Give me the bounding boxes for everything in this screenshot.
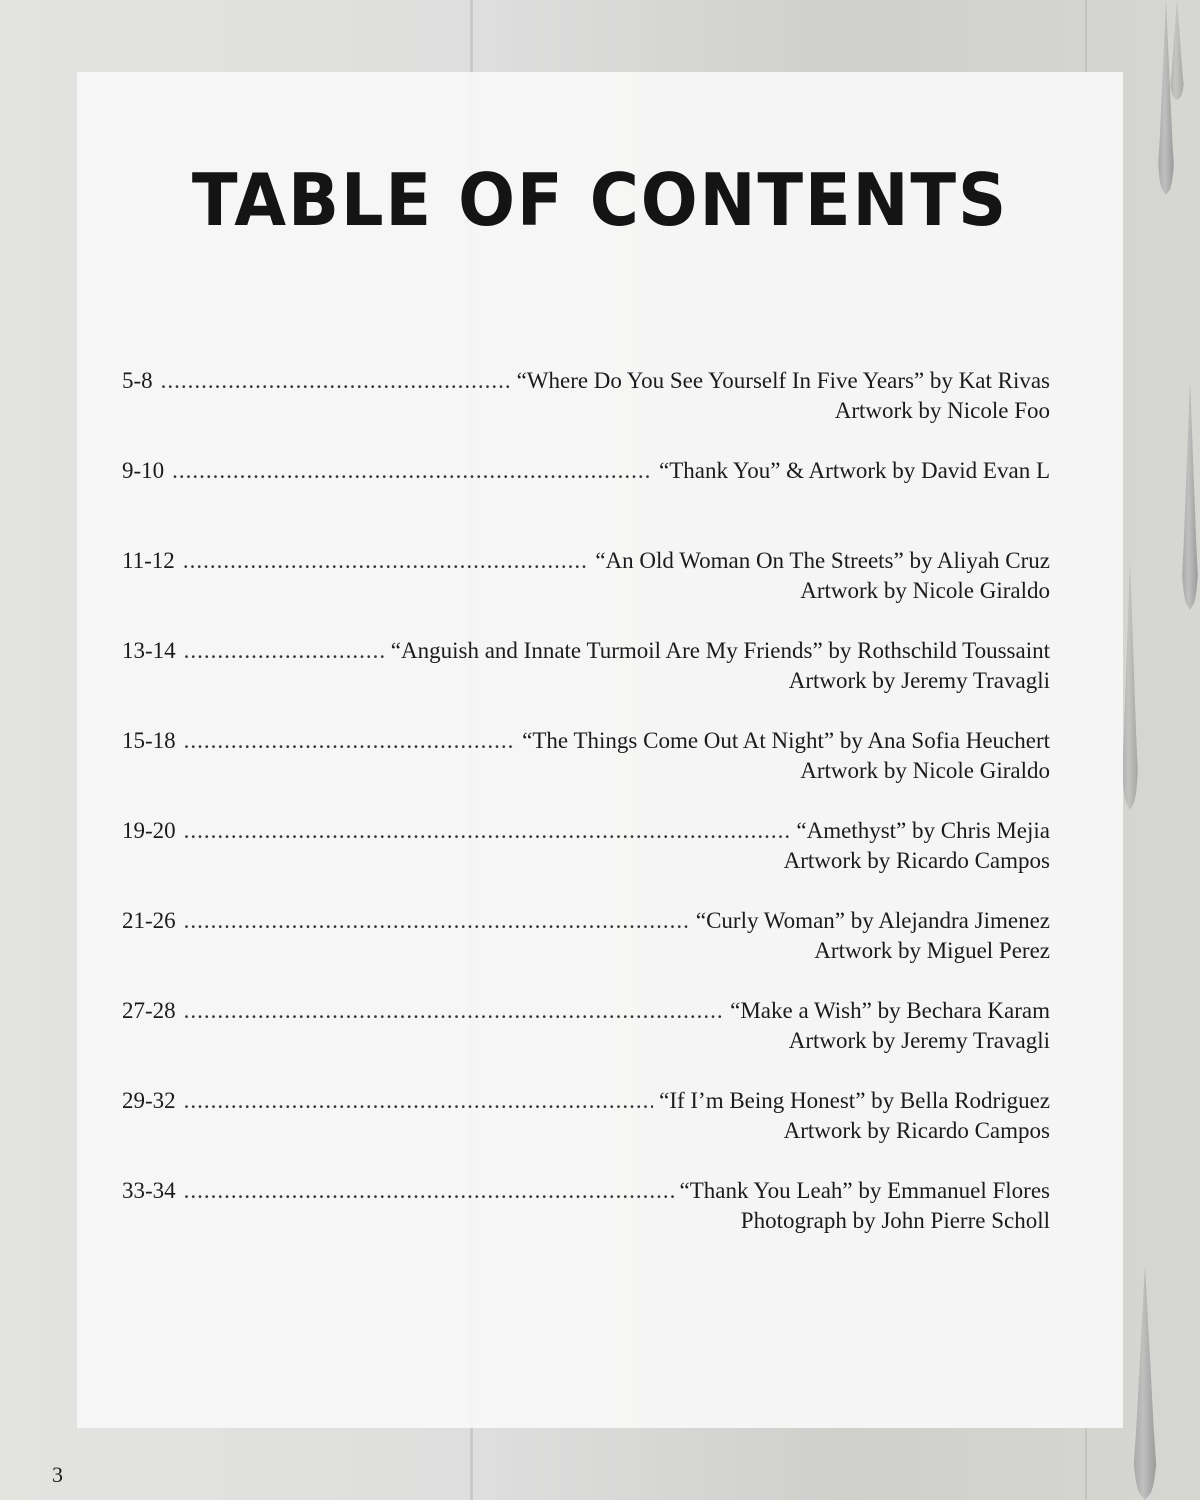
toc-page-range: 21-26 [122, 908, 176, 933]
toc-list [122, 366, 1050, 1266]
toc-entry [122, 636, 1050, 726]
toc-page-range: 27-28 [122, 998, 176, 1023]
toc-work-title: “Amethyst” by Chris Mejia [796, 818, 1050, 843]
dot-leader [172, 456, 653, 486]
toc-credit: Artwork by Ricardo Campos [783, 1118, 1050, 1143]
dot-leader [184, 816, 791, 846]
toc-entry-line [122, 456, 1050, 486]
toc-credit: Artwork by Nicole Foo [834, 398, 1050, 423]
toc-work-title: “Curly Woman” by Alejandra Jimenez [695, 908, 1050, 933]
toc-page-range: 9-10 [122, 458, 165, 483]
toc-entry [122, 906, 1050, 996]
toc-entry [122, 816, 1050, 906]
dot-leader [184, 996, 724, 1026]
dot-leader [183, 546, 590, 576]
toc-entry-line [122, 366, 1050, 396]
toc-entry [122, 1086, 1050, 1176]
toc-page-range: 5-8 [122, 368, 153, 393]
toc-page-range: 29-32 [122, 1088, 176, 1113]
toc-page-range: 33-34 [122, 1178, 176, 1203]
toc-credit: Artwork by Nicole Giraldo [800, 758, 1050, 783]
toc-entry [122, 546, 1050, 636]
toc-page-range: 15-18 [122, 728, 176, 753]
page-number: 3 [52, 1462, 63, 1487]
toc-entry [122, 726, 1050, 816]
toc-work-title: “Anguish and Innate Turmoil Are My Friends” by Rothschild Toussaint [390, 638, 1050, 663]
toc-work-title: “Thank You” & Artwork by David Evan L [659, 458, 1050, 483]
toc-work-title: “An Old Woman On The Streets” by Aliyah Cruz [595, 548, 1050, 573]
toc-work-title: “Thank You Leah” by Emmanuel Flores [679, 1178, 1050, 1203]
toc-credit: Artwork by Jeremy Travagli [788, 1028, 1050, 1053]
toc-entry-line [122, 726, 1050, 756]
dot-leader [184, 906, 690, 936]
toc-work-title: “If I’m Being Honest” by Bella Rodriguez [659, 1088, 1050, 1113]
dot-leader [184, 726, 516, 756]
dot-leader [184, 636, 385, 666]
toc-work-title: “Make a Wish” by Bechara Karam [730, 998, 1050, 1023]
toc-credit: Artwork by Nicole Giraldo [800, 578, 1050, 603]
dot-leader [161, 366, 511, 396]
toc-entry [122, 1176, 1050, 1266]
toc-page-range: 11-12 [122, 548, 175, 573]
page-title: TABLE OF CONTENTS [191, 158, 1009, 242]
toc-entry [122, 996, 1050, 1086]
toc-entry-line [122, 906, 1050, 936]
toc-entry-line [122, 816, 1050, 846]
toc-work-title: “The Things Come Out At Night” by Ana Sofia Heuchert [522, 728, 1050, 753]
toc-entry-line [122, 996, 1050, 1026]
toc-credit: Artwork by Jeremy Travagli [788, 668, 1050, 693]
dot-leader [184, 1176, 674, 1206]
toc-entry-line [122, 1176, 1050, 1206]
toc-credit: Artwork by Ricardo Campos [783, 848, 1050, 873]
toc-credit: Photograph by John Pierre Scholl [740, 1208, 1050, 1233]
toc-entry-line [122, 1086, 1050, 1116]
toc-credit: Artwork by Miguel Perez [814, 938, 1050, 963]
toc-entry [122, 456, 1050, 546]
toc-entry-line [122, 546, 1050, 576]
toc-entry-line [122, 636, 1050, 666]
toc-page-range: 19-20 [122, 818, 176, 843]
toc-entry [122, 366, 1050, 456]
toc-page-range: 13-14 [122, 638, 176, 663]
toc-work-title: “Where Do You See Yourself In Five Years” by Kat Rivas [516, 368, 1050, 393]
dot-leader [184, 1086, 653, 1116]
